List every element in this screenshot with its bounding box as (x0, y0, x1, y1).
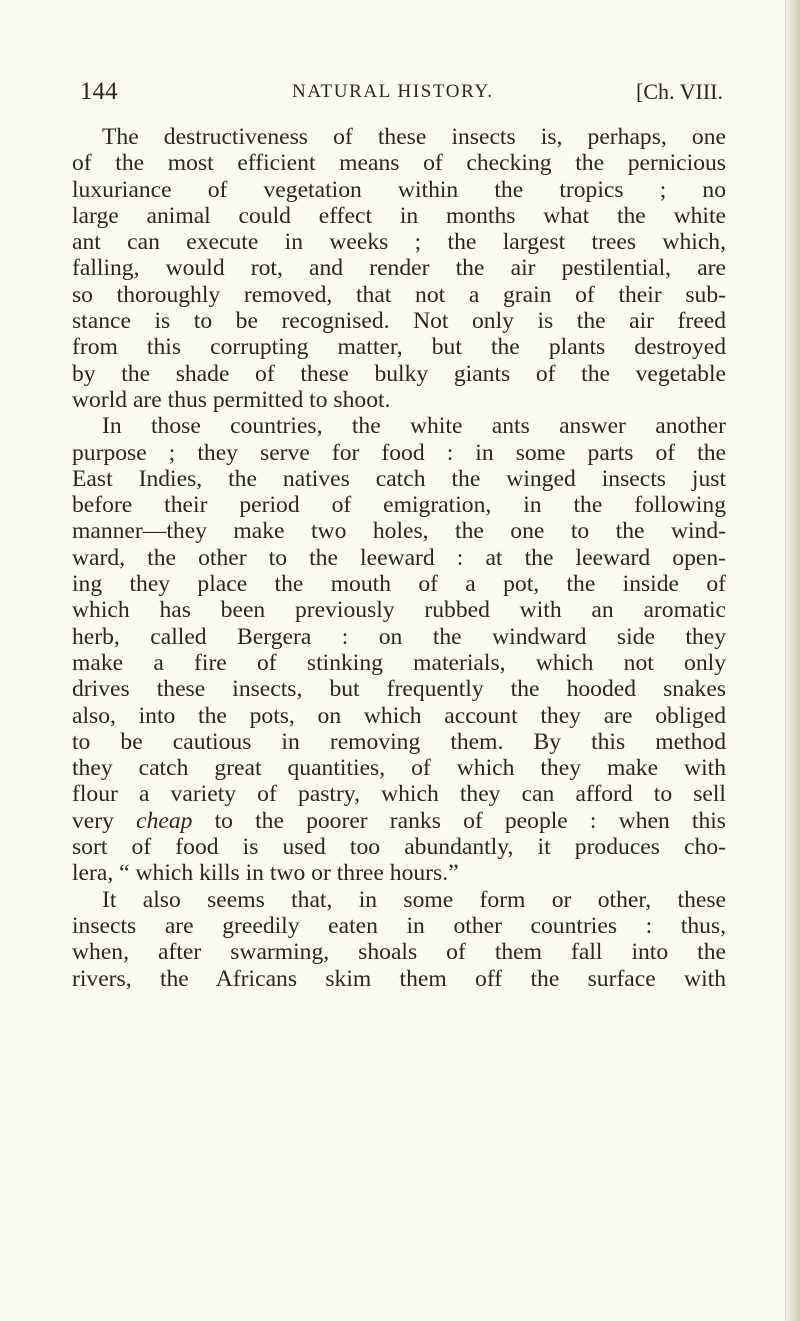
text-line: to be cautious in removing them. By this method (72, 728, 726, 755)
italic-word: cheap (136, 807, 193, 834)
text-line: luxuriance of vegetation within the tropics ; no (72, 176, 726, 203)
text-line: rivers, the Africans skim them off the surface with (72, 965, 726, 992)
text-line: large animal could effect in months what the white (72, 202, 726, 229)
text-line: by the shade of these bulky giants of the vegetable (72, 360, 726, 387)
chapter-marker: [Ch. VIII. (636, 79, 723, 104)
running-title: NATURAL HISTORY. (292, 81, 494, 102)
text-line: purpose ; they serve for food : in some parts of the (72, 439, 726, 466)
body-text (72, 124, 726, 992)
text-line: drives these insects, but frequently the hooded snakes (72, 676, 726, 703)
text-line: East Indies, the natives catch the winged insects just (72, 465, 726, 492)
page-edge (785, 0, 800, 1321)
text-line: It also seems that, in some form or other, these (102, 886, 726, 913)
text-line: stance is to be recognised. Not only is the air freed (72, 308, 726, 335)
text-line: The destructiveness of these insects is, perhaps, one (102, 124, 726, 150)
text-line: In those countries, the white ants answer another (102, 413, 726, 440)
text-line: falling, would rot, and render the air pestilential, are (72, 255, 726, 282)
text-line: of the most efficient means of checking the pernicious (72, 150, 726, 177)
text-line: ward, the other to the leeward : at the leeward open- (72, 544, 726, 571)
text-line: ing they place the mouth of a pot, the inside of (72, 571, 726, 598)
text-line: so thoroughly removed, that not a grain of their sub- (72, 281, 726, 308)
text-line: manner—they make two holes, the one to the wind- (72, 518, 726, 545)
page-number: 144 (80, 78, 118, 105)
text-line: herb, called Bergera : on the windward side they (72, 623, 726, 650)
text-fragment: very (72, 807, 114, 834)
text-line: flour a variety of pastry, which they can afford to sell (72, 781, 726, 808)
text-line: from this corrupting matter, but the plants destroyed (72, 334, 726, 361)
text-line: also, into the pots, on which account they are obliged (72, 702, 726, 729)
text-fragment: to the poorer ranks of people : when this (214, 807, 726, 834)
text-line: ant can execute in weeks ; the largest trees which, (72, 229, 726, 256)
text-line: before their period of emigration, in the following (72, 492, 726, 519)
text-line: insects are greedily eaten in other countries : thus, (72, 912, 726, 939)
text-line: make a fire of stinking materials, which not only (72, 649, 726, 676)
text-line: world are thus permitted to shoot. (72, 386, 391, 413)
text-line (72, 808, 726, 834)
text-line: which has been previously rubbed with an aromatic (72, 597, 726, 624)
text-line: they catch great quantities, of which they make with (72, 755, 726, 782)
text-line: when, after swarming, shoals of them fall into the (72, 939, 726, 966)
running-head (80, 78, 723, 108)
text-line: sort of food is used too abundantly, it produces cho- (72, 834, 726, 861)
text-line: lera, “ which kills in two or three hours.” (72, 860, 459, 887)
